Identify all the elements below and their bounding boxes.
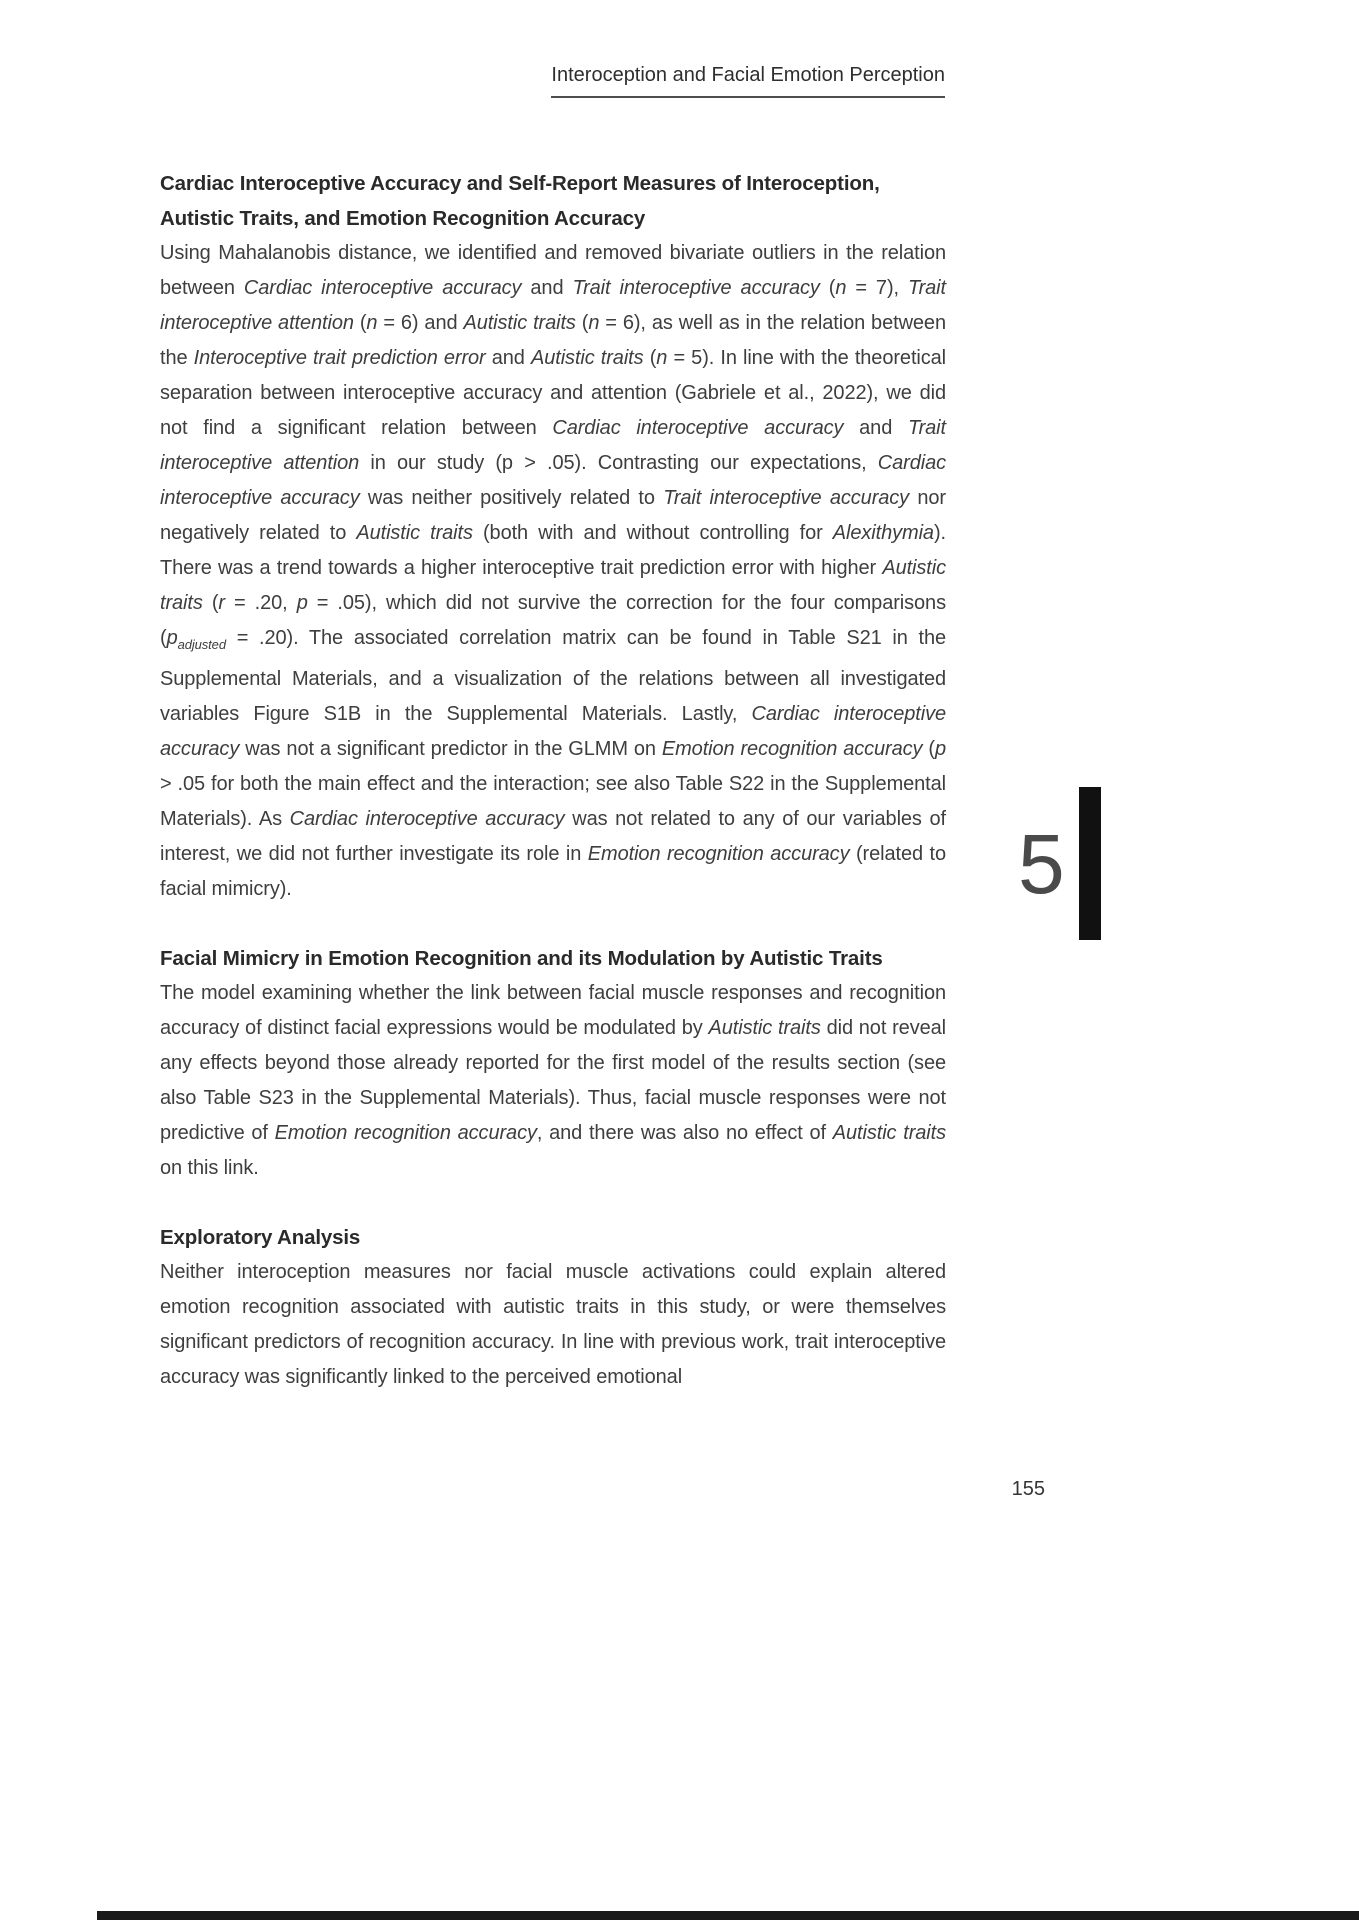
section [160,166,946,907]
text-segment: Cardiac interoceptive accuracy [160,703,946,760]
text-segment: Autistic traits [160,557,946,614]
text-segment: p [166,627,178,649]
text-segment: (related to facial mimicry). [160,843,947,900]
text-segment: Cardiac interoceptive accuracy [243,277,522,299]
text-segment: ( [922,738,935,760]
body-paragraph [160,1255,946,1395]
running-title: Interoception and Facial Emotion Perception [551,62,945,98]
text-segment: Emotion recognition accuracy [274,1122,537,1144]
text-segment: Autistic traits [356,522,473,544]
text-segment: Neither interoception measures nor facial muscle activations could explain altered emotion recognition associated with autistic traits in this study, or were themselves significant predictors of recognition accuracy. In line with previous work, trait interoceptive accuracy was significantly linked to the perceived emotional [160,1261,946,1388]
text-segment: = .20, [224,592,297,614]
text-segment: = 6) and [377,312,464,334]
content [160,166,946,1395]
text-segment: = 6), as well as in the relation between the [160,312,946,369]
section-heading: Facial Mimicry in Emotion Recognition and its Modulation by Autistic Traits [160,947,883,970]
chapter-number: 5 [1018,816,1065,911]
text-segment: ( [575,312,589,334]
text-segment: did not reveal any effects beyond those already reported for the first model of the results section (see also Table S23 in the Supplemental Materials). Thus, facial muscle responses were not predictive of [160,1017,946,1144]
text-segment: n [835,277,847,299]
section-heading: Exploratory Analysis [160,1226,361,1249]
text-segment: = .05), which did not survive the correction for the four comparisons ( [160,592,946,649]
text-segment: Cardiac interoceptive accuracy [552,417,844,439]
text-segment: ( [353,312,367,334]
text-segment: Autistic traits [832,1122,946,1144]
text-segment: ( [202,592,219,614]
text-segment: n [588,312,600,334]
text-segment: p [296,592,308,614]
text-segment: Trait interoceptive accuracy [663,487,910,509]
section-heading: Cardiac Interoceptive Accuracy and Self-Report Measures of Interoception, Autistic Traits, and Emotion Recognition Accuracy [160,172,880,230]
text-segment: ). There was a trend towards a higher interoceptive trait prediction error with higher [160,522,946,579]
text-segment: nor negatively related to [160,487,946,544]
text-segment: Emotion recognition accuracy [587,843,850,865]
text-segment: Alexithymia [832,522,934,544]
text-segment: Trait interoceptive attention [160,277,946,334]
text-segment: = 5). In line with the theoretical separation between interoceptive accuracy and attention (Gabriele et al., 2022), we did not find a significant relation between [160,347,947,439]
text-segment: was not a significant predictor in the GLMM on [239,738,662,760]
text-segment: Emotion recognition accuracy [661,738,923,760]
text-segment: Trait interoceptive attention [160,417,946,474]
text-segment: p [934,738,946,760]
text-segment: was not related to any of our variables of interest, we did not further investigate its role in [160,808,946,865]
text-segment: Interoceptive trait prediction error [193,347,486,369]
text-segment: = 7), [846,277,908,299]
text-segment: Cardiac interoceptive accuracy [289,808,565,830]
text-segment: Autistic traits [708,1017,821,1039]
chapter-tab [1018,787,1101,940]
text-segment: in our study (p > .05). Contrasting our expectations, [359,452,878,474]
body-paragraph [160,976,946,1186]
running-header [0,62,945,98]
page-number: 155 [1011,1478,1045,1500]
text-segment: on this link. [160,1157,259,1179]
text-segment: > .05 for both the main effect and the interaction; see also Table S22 in the Supplemental Materials). As [160,773,946,830]
text-segment: = .20). The associated correlation matrix can be found in Table S21 in the Supplemental Materials, and a visualization of the relations between all investigated variables Figure S1B in the Supplemental Materials. Lastly, [160,627,946,725]
page-bottom-edge [97,1911,1359,1920]
section [160,1220,946,1395]
text-segment: , and there was also no effect of [536,1122,833,1144]
section [160,941,946,1186]
body-paragraph [160,236,946,907]
text-segment: adjusted [177,637,226,652]
text-segment: Using Mahalanobis distance, we identified and removed bivariate outliers in the relation between [160,242,946,299]
text-segment: r [218,592,225,614]
text-segment: ( [819,277,836,299]
text-segment: Cardiac interoceptive accuracy [160,452,947,509]
text-segment: (both with and without controlling for [472,522,833,544]
text-segment: The model examining whether the link between facial muscle responses and recognition accuracy of distinct facial expressions would be modulated by [160,982,946,1039]
text-segment: ( [643,347,657,369]
text-segment: Autistic traits [463,312,576,334]
text-segment: was neither positively related to [359,487,664,509]
text-segment: n [366,312,378,334]
text-segment: Autistic traits [530,347,644,369]
text-segment: and [843,417,908,439]
chapter-tab-bar [1079,787,1101,940]
text-segment: n [656,347,668,369]
text-segment: and [485,347,531,369]
text-segment: Trait interoceptive accuracy [572,277,820,299]
text-segment: and [521,277,573,299]
